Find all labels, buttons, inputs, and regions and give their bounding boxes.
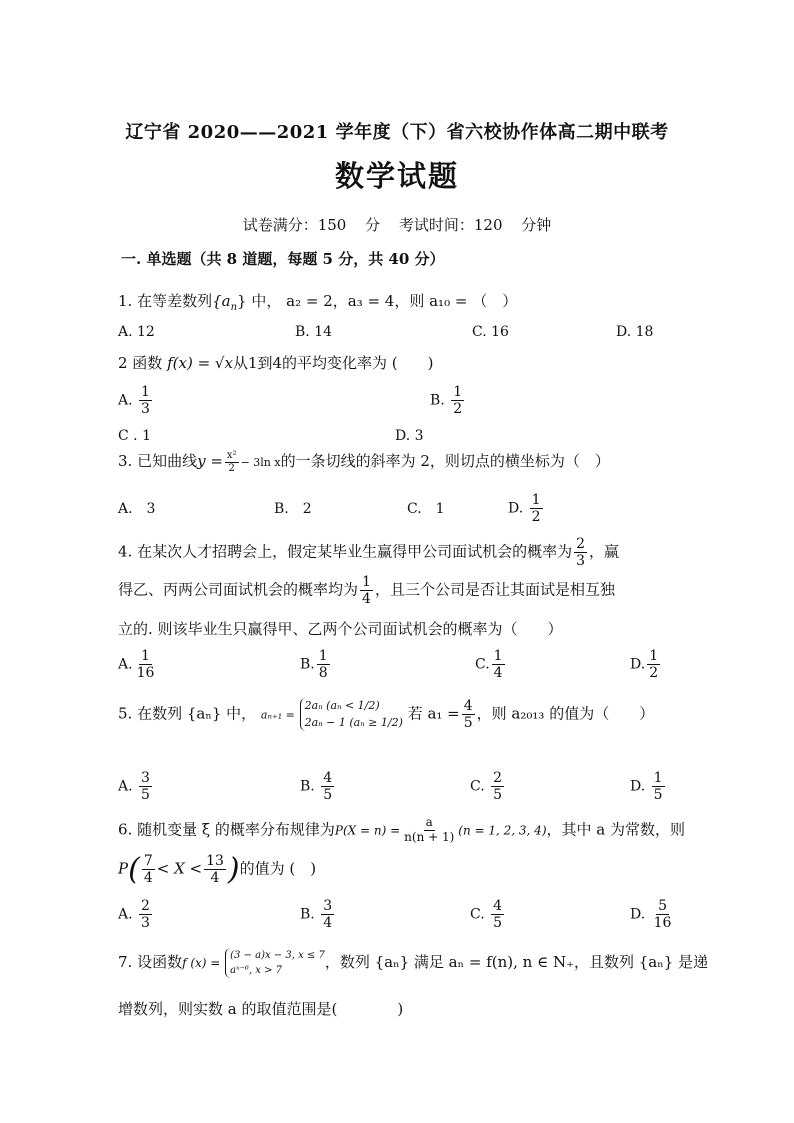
q4-a-fraction [135, 648, 157, 681]
q5-num: 4 [463, 698, 473, 714]
q6-c-num: 4 [493, 898, 503, 914]
q6-d-fraction [652, 898, 674, 931]
q5-c-fraction [491, 770, 504, 803]
q5-a-den: 5 [141, 787, 150, 804]
q3-rest: − 3ln x [240, 456, 281, 469]
q6-l-num: 7 [143, 852, 153, 869]
q3-option-c: C. 1 [407, 501, 445, 517]
q6-b-label: B. [300, 906, 315, 923]
q2-b-num: 1 [453, 384, 463, 400]
q5-option-c [470, 770, 506, 803]
q4-c-label: C. [475, 656, 490, 673]
q4-l2-num: 1 [362, 574, 371, 590]
q2-option-b [430, 384, 466, 417]
q7-piecewise [225, 948, 325, 978]
q4-l1-pre: 4. 在某次人才招聘会上，假定某毕业生赢得甲公司面试机会的概率为 [118, 542, 573, 561]
question-6-line-1 [118, 816, 685, 845]
q4-d-num: 1 [649, 648, 659, 664]
q6-cond: (n = 1, 2, 3, 4) [458, 823, 547, 838]
q1-seq: {a [212, 292, 231, 310]
q3-option-b: B. 2 [274, 501, 312, 517]
q2-function: f(x) = √x [167, 354, 233, 372]
q5-c-den: 5 [493, 787, 503, 804]
q6-d-label: D. [630, 906, 646, 923]
q3-fraction [225, 450, 239, 474]
q5-c-num: 2 [493, 770, 503, 786]
q6-d-num: 5 [658, 898, 668, 914]
q5-case-1: 2aₙ (aₙ < 1/2) [304, 699, 380, 713]
q7-post: ，数列 {aₙ} 满足 aₙ = f(n), n ∈ N₊，且数列 {aₙ} 是递 [324, 953, 709, 971]
q3-y: y = [197, 452, 223, 470]
question-1 [118, 290, 517, 313]
q5-b-den: 5 [323, 787, 333, 804]
q6-ineq: < X < [156, 859, 203, 878]
q6-left-paren-icon: ( [128, 852, 140, 887]
q2-b-fraction [451, 384, 464, 417]
q3-option-d [508, 492, 545, 525]
q5-option-a [118, 770, 154, 803]
q5-den: 5 [463, 715, 473, 732]
q5-pre: 5. 在数列 {aₙ} 中， [118, 704, 257, 723]
q6-right-fraction [204, 853, 226, 886]
q6-l-den: 4 [143, 870, 153, 886]
q4-option-a [118, 648, 158, 681]
q5-option-d [630, 770, 667, 803]
q7-fx: f (x) = [182, 956, 221, 970]
q6-c-den: 5 [493, 915, 503, 932]
q4-l1-num: 2 [576, 536, 586, 552]
q6-a-fraction [139, 898, 152, 931]
q4-l2-fraction [360, 574, 373, 607]
q4-d-label: D. [630, 656, 646, 673]
q6-r-num: 13 [206, 852, 224, 869]
q4-b-num: 1 [318, 648, 328, 664]
q1-condition: a₂ = 2，a₃ = 4，则 a₁₀ = （ ） [286, 292, 518, 310]
q2-b-label: B. [430, 392, 445, 409]
q6-option-a [118, 898, 154, 931]
q6-option-d [630, 898, 675, 931]
q4-option-b [300, 648, 332, 681]
q4-c-den: 4 [493, 665, 503, 682]
q6-c-fraction [491, 898, 504, 931]
q3-d-label: D. [508, 500, 524, 517]
section-heading: 一. 单选题（共 8 道题，每题 5 分，共 40 分） [121, 250, 445, 268]
q7-pre: 7. 设函数 [118, 953, 183, 971]
exam-title: 辽宁省 2020——2021 学年度（下）省六校协作体高二期中联考 [125, 122, 669, 143]
q2-a-fraction [139, 384, 152, 417]
q1-option-c: C. 16 [472, 324, 509, 340]
q4-l2-pre: 得乙、丙两公司面试机会的概率均为 [118, 580, 359, 599]
q6-b-num: 3 [323, 898, 333, 914]
q4-a-label: A. [118, 656, 133, 673]
q2-a-den: 3 [141, 401, 150, 418]
q5-a-label: A. [118, 778, 133, 795]
q5-c-label: C. [470, 778, 485, 795]
q5-option-b [300, 770, 336, 803]
q3-num: x² [226, 450, 237, 461]
q5-a-fraction [139, 770, 152, 803]
q5-post: ，则 a₂₀₁₃ 的值为（ ） [476, 704, 655, 723]
q2-post: 从1到4的平均变化率为 ( ) [232, 354, 434, 372]
q3-option-a: A. 3 [118, 501, 156, 517]
q4-option-c [475, 648, 507, 681]
q6-option-b [300, 898, 336, 931]
q4-b-fraction [317, 648, 330, 681]
question-4-line-1 [118, 536, 619, 569]
q6-b-den: 4 [323, 915, 333, 932]
q5-a-num: 3 [141, 770, 150, 786]
q5-d-label: D. [630, 778, 646, 795]
q6-right-paren-icon: ) [227, 852, 240, 887]
q2-b-den: 2 [453, 401, 463, 418]
q4-d-fraction [647, 648, 660, 681]
q1-seq-sub: n [230, 302, 238, 313]
q4-l2-den: 4 [362, 591, 371, 608]
q5-b-label: B. [300, 778, 315, 795]
q3-d-num: 1 [531, 492, 541, 508]
q2-a-label: A. [118, 392, 133, 409]
q6-pre: 6. 随机变量 ξ 的概率分布规律为 [118, 820, 335, 839]
q5-b-fraction [321, 770, 334, 803]
q4-l1-post: ，赢 [589, 542, 620, 561]
q4-b-den: 8 [318, 665, 328, 682]
q5-lhs: aₙ₊₁ = [260, 708, 295, 722]
q6-post: ，其中 a 为常数，则 [546, 820, 685, 839]
q2-option-c: C . 1 [118, 428, 151, 444]
q5-case-2: 2aₙ − 1 (aₙ ≥ 1/2) [304, 715, 403, 729]
q6-b-fraction [321, 898, 334, 931]
q3-d-fraction [530, 492, 543, 525]
q1-option-b: B. 14 [295, 324, 333, 340]
q5-b-num: 4 [323, 770, 333, 786]
q5-d-fraction [652, 770, 665, 803]
q6-a-num: 2 [141, 898, 150, 914]
exam-subject-title: 数学试题 [334, 159, 459, 193]
exam-info: 试卷满分：150 分 考试时间：120 分钟 [242, 216, 552, 234]
q4-option-d [630, 648, 662, 681]
q4-a-den: 16 [136, 665, 155, 682]
q4-c-fraction [492, 648, 505, 681]
q1-option-d: D. 18 [616, 324, 654, 340]
q3-d-den: 2 [531, 509, 541, 526]
q4-a-num: 1 [141, 648, 150, 664]
q1-option-a: A. 12 [118, 324, 155, 340]
q5-piecewise [300, 698, 403, 731]
q1-mid: } 中， [237, 292, 282, 310]
question-6-line-2 [118, 852, 316, 887]
q4-b-label: B. [300, 656, 315, 673]
q5-d-den: 5 [653, 787, 663, 804]
q3-pre: 3. 已知曲线 [118, 452, 198, 470]
q6-l2-post: 的值为 ( ) [239, 859, 317, 878]
q6-a-label: A. [118, 906, 133, 923]
question-3 [118, 450, 610, 474]
question-5 [118, 698, 654, 731]
q6-c-label: C. [470, 906, 485, 923]
q6-left-fraction [142, 853, 155, 886]
q4-l2-post: ，且三个公司是否让其面试是相互独 [374, 580, 615, 599]
question-2 [118, 352, 434, 373]
q6-d-den: 16 [653, 915, 672, 932]
q2-a-num: 1 [141, 384, 150, 400]
q6-fraction [402, 816, 456, 845]
q3-post: 的一条切线的斜率为 2，则切点的横坐标为（ ） [280, 452, 610, 470]
question-7-line-2: 增数列，则实数 a 的取值范围是( ) [118, 1000, 404, 1018]
q4-l1-fraction [574, 536, 587, 569]
question-4-line-3: 立的. 则该毕业生只赢得甲、乙两个公司面试机会的概率为（ ） [118, 620, 563, 638]
q4-l1-den: 3 [576, 553, 586, 570]
q6-option-c [470, 898, 506, 931]
question-7-line-1 [118, 948, 708, 978]
q1-prefix: 1. 在等差数列 [118, 292, 213, 310]
q5-d-num: 1 [653, 770, 663, 786]
q4-c-num: 1 [493, 648, 503, 664]
q2-option-a [118, 384, 154, 417]
q2-pre: 2 函数 [118, 354, 163, 372]
question-4-line-2 [118, 574, 615, 607]
q5-fraction [462, 698, 475, 731]
q6-den: n(n + 1) [404, 829, 455, 844]
q4-d-den: 2 [649, 665, 659, 682]
q6-a-den: 3 [141, 915, 150, 932]
q6-pxn: P(X = n) = [334, 823, 401, 838]
q7-case-2: aˣ⁻⁶, x > 7 [230, 965, 283, 976]
q5-mid: 若 a₁ = [407, 704, 460, 723]
q7-case-1: (3 − a)x − 3, x ≤ 7 [230, 950, 325, 961]
q2-option-d: D. 3 [395, 428, 424, 444]
q6-num: a [425, 815, 433, 829]
q3-den: 2 [228, 462, 235, 474]
q6-p: P [118, 859, 129, 878]
q6-r-den: 4 [210, 870, 220, 886]
